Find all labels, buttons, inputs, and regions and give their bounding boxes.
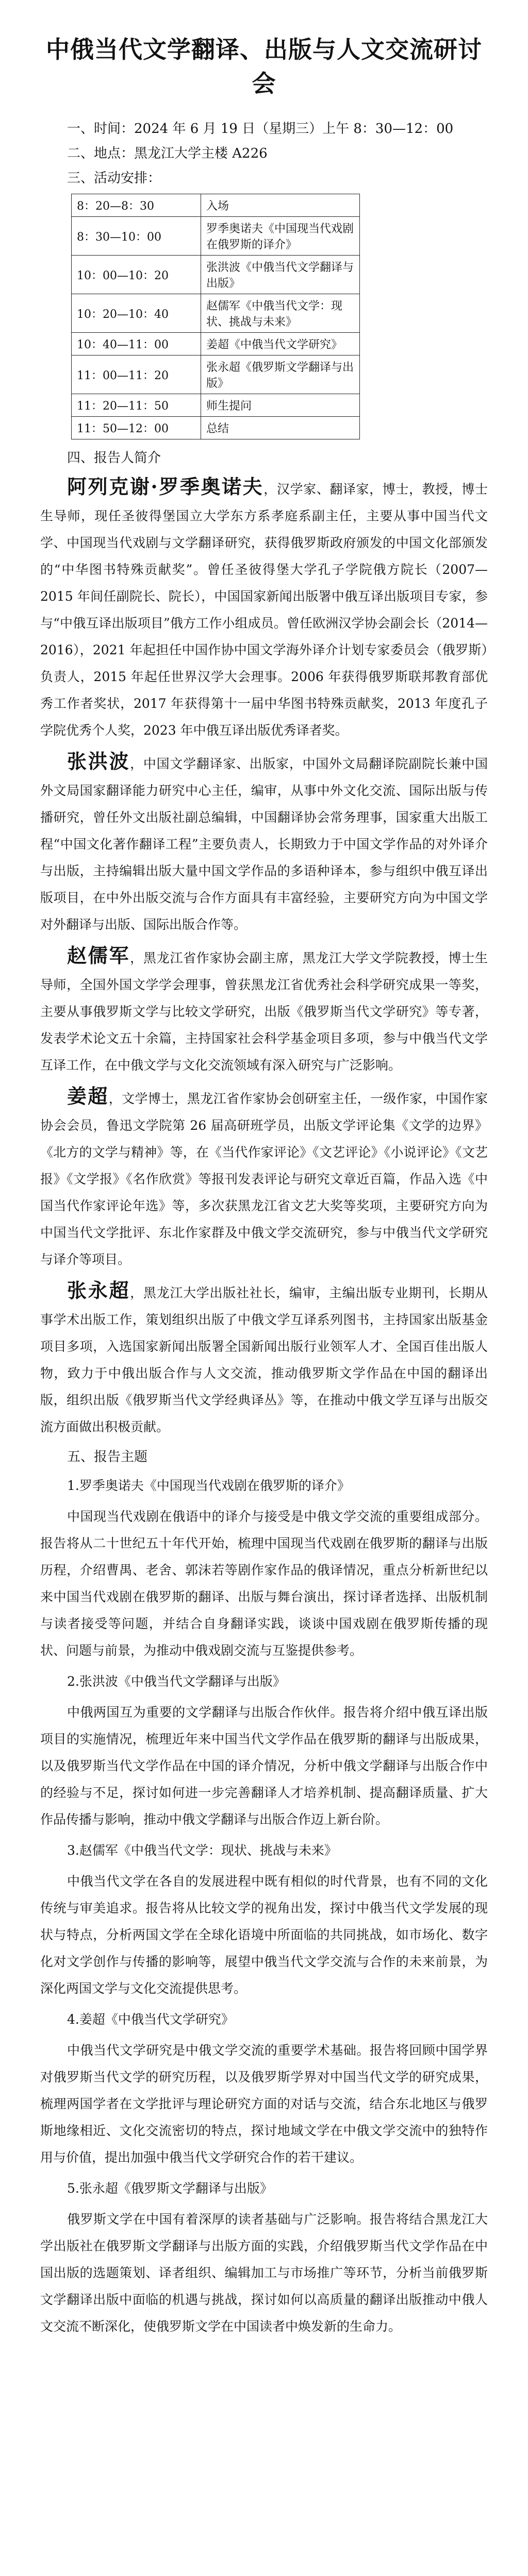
summary-title: 1.罗季奥诺夫《中国现当代戏剧在俄罗斯的译介》 xyxy=(67,1478,350,1493)
speaker-bio-text: ，黑龙江大学出版社社长，编审，主编出版专业期刊，长期从事学术出版工作，策划组织出版了中俄文学互译系列图书，主持国家出版基金项目多项，入选国家新闻出版署全国新闻出版行业领军人才、全国百佳出版人物，致力于中俄出版合作与人文交流，推动俄罗斯文学作品在中国的翻译出版，组织出版《俄罗斯当代文学经典译丛》等，在推动中俄文学互译与出版交流方面做出积极贡献。 xyxy=(40,1285,488,1434)
schedule-item: 张洪波《中俄当代文学翻译与出版》 xyxy=(201,256,360,294)
speaker-name: 赵儒军 xyxy=(67,944,130,967)
schedule-row xyxy=(72,394,360,417)
schedule-row xyxy=(72,417,360,439)
bio-section-heading: 四、报告人简介 xyxy=(67,450,161,466)
schedule-item: 总结 xyxy=(201,417,360,439)
speaker-name: 阿列克谢·罗季奥诺夫 xyxy=(67,475,264,498)
schedule-time: 11：20—11：50 xyxy=(72,394,201,417)
schedule-row xyxy=(72,333,360,355)
bio-paragraph xyxy=(40,473,488,744)
schedule-time: 10：20—10：40 xyxy=(72,294,201,333)
bio-paragraph xyxy=(40,942,488,1079)
schedule-item: 师生提问 xyxy=(201,394,360,417)
bio-paragraph xyxy=(40,1277,488,1440)
schedule-time: 8：20—8：30 xyxy=(72,194,201,217)
speaker-bio-text: ，汉学家、翻译家，博士，教授，博士生导师，现任圣彼得堡国立大学东方系孝庭系副主任，主要从事中国当代文学、中国现当代戏剧与文学翻译研究，获得俄罗斯政府颁发的中国文化部颁发的“中华图书特殊贡献奖”。曾任圣彼得堡大学孔子学院俄方院长（2007—2015 年间任副院长、院长），中国国家新闻出版署中俄互译出版项目专家，参与“中俄互译出版项目”俄方工作小组成员。曾任欧洲汉学协会副会长（2014—2016），2021 年起担任中国作协中国文学海外译介计划专家委员会（俄罗斯）负责人，2015 年起任世界汉学大会理事。2006 年获得俄罗斯联邦教育部优秀工作者奖状，2017 年获得第十一届中华图书特殊贡献奖，2013 年度孔子学院优秀个人奖，2023 年中俄互译出版优秀译者奖。 xyxy=(40,482,488,738)
summary-section-heading: 五、报告主题 xyxy=(67,1449,148,1465)
schedule-row xyxy=(72,194,360,217)
event-venue: 二、地点：黑龙江大学主楼 A226 xyxy=(67,146,268,161)
schedule-row xyxy=(72,355,360,394)
summary-text: 中俄两国互为重要的文学翻译与出版合作伙伴。报告将介绍中俄互译出版项目的实施情况，梳理近年来中国当代文学作品在俄罗斯的翻译与出版成果，以及俄罗斯当代文学作品在中国的译介情况，分析中俄文学翻译与出版合作中的经验与不足，探讨如何进一步完善翻译人才培养机制、提高翻译质量、扩大作品传播与影响，推动中俄文学翻译与出版合作迈上新台阶。 xyxy=(40,1705,488,1827)
summary-title: 2.张洪波《中俄当代文学翻译与出版》 xyxy=(67,1674,286,1689)
agenda-heading: 三、活动安排： xyxy=(67,171,161,186)
schedule-table xyxy=(71,194,360,439)
speaker-bio-text: ，黑龙江省作家协会副主席，黑龙江大学文学院教授，博士生导师，全国外国文学学会理事，曾获黑龙江省优秀社会科学研究成果一等奖，主要从事俄罗斯文学与比较文学研究，出版《俄罗斯当代文学研究》等专著，发表学术论文五十余篇，主持国家社会科学基金项目多项，参与中俄当代文学互译工作，在中俄文学与文化交流领域有深入研究与广泛影响。 xyxy=(40,951,488,1073)
summary-text: 中俄当代文学研究是中俄文学交流的重要学术基础。报告将回顾中国学界对俄罗斯当代文学的研究历程，以及俄罗斯学界对中国当代文学的研究成果，梳理两国学者在文学批评与理论研究方面的对话与交流，结合东北地区与俄罗斯地缘相近、文化交流密切的特点，探讨地域文学在中俄文学交流中的独特作用与价值，提出加强中俄当代文学研究合作的若干建议。 xyxy=(40,2043,488,2165)
summary-title: 5.张永超《俄罗斯文学翻译与出版》 xyxy=(67,2181,273,2196)
schedule-item: 赵儒军《中俄当代文学：现状、挑战与未来》 xyxy=(201,294,360,333)
summary-text: 中俄当代文学在各自的发展进程中既有相似的时代背景，也有不同的文化传统与审美追求。报告将从比较文学的视角出发，探讨中俄当代文学发展的现状与特点，分析两国文学在全球化语境中所面临的共同挑战，如市场化、数字化对文学创作与传播的影响等，展望中俄当代文学交流与合作的未来前景，为深化两国文学与文化交流提供思考。 xyxy=(40,1874,488,1996)
schedule-item: 入场 xyxy=(201,194,360,217)
summary-title: 3.赵儒军《中俄当代文学：现状、挑战与未来》 xyxy=(67,1843,337,1858)
schedule-row xyxy=(72,217,360,256)
speaker-bio-text: ，中国文学翻译家、出版家，中国外文局翻译院副院长兼中国外文局国家翻译能力研究中心主任，编审，从事中外文化交流、国际出版与传播研究，曾任外文出版社副总编辑，中国翻译协会常务理事，国家重大出版工程“中国文化著作翻译工程”主要负责人，长期致力于中国文学作品的对外译介与出版，主持编辑出版大量中国文学作品的多语种译本，参与组织中俄互译出版项目，在中外出版交流与合作方面具有丰富经验，主要研究方向为中国文学对外翻译与出版、国际出版合作等。 xyxy=(40,756,488,932)
summary-title: 4.姜超《中俄当代文学研究》 xyxy=(67,2012,234,2027)
schedule-time: 10：00—10：20 xyxy=(72,256,201,294)
schedule-item: 姜超《中俄当代文学研究》 xyxy=(201,333,360,355)
schedule-time: 11：50—12：00 xyxy=(72,417,201,439)
speaker-bio-text: ，文学博士，黑龙江省作家协会创研室主任，一级作家，中国作家协会会员，鲁迅文学院第 26 届高研班学员，出版文学评论集《文学的边界》《北方的文学与精神》等，在《当代作家评论》《文艺评论》《小说评论》《文艺报》《文学报》《名作欣赏》等报刊发表评论与研究文章近百篇，作品入选《中国当代作家评论年选》等，多次获黑龙江省文艺大奖等奖项，主要研究方向为中国当代文学批评、东北作家群及中俄文学交流研究，参与中俄当代文学研究与译介等项目。 xyxy=(40,1091,488,1267)
event-time: 一、时间：2024 年 6 月 19 日（星期三）上午 8：30—12：00 xyxy=(67,121,454,137)
schedule-time: 8：30—10：00 xyxy=(72,217,201,256)
schedule-time: 11：00—11：20 xyxy=(72,355,201,394)
summary-text: 俄罗斯文学在中国有着深厚的读者基础与广泛影响。报告将结合黑龙江大学出版社在俄罗斯文学翻译与出版方面的实践，介绍俄罗斯当代文学作品在中国出版的选题策划、译者组织、编辑加工与市场推广等环节，分析当前俄罗斯文学翻译出版中面临的机遇与挑战，探讨如何以高质量的翻译出版推动中俄人文交流不断深化，使俄罗斯文学在中国读者中焕发新的生命力。 xyxy=(40,2212,488,2334)
speaker-name: 张永超 xyxy=(67,1279,130,1302)
document-title: 中俄当代文学翻译、出版与人文交流研讨会 xyxy=(46,36,482,97)
schedule-item: 张永超《俄罗斯文学翻译与出版》 xyxy=(201,355,360,394)
bio-paragraph xyxy=(40,1083,488,1273)
bio-paragraph xyxy=(40,748,488,938)
schedule-row xyxy=(72,256,360,294)
schedule-time: 10：40—11：00 xyxy=(72,333,201,355)
summary-text: 中国现当代戏剧在俄语中的译介与接受是中俄文学交流的重要组成部分。报告将从二十世纪五十年代开始，梳理中国现当代戏剧在俄罗斯的翻译与出版历程，介绍曹禺、老舍、郭沫若等剧作家作品的俄译情况，重点分析新世纪以来中国当代戏剧在俄罗斯的翻译、出版与舞台演出，探讨译者选择、出版机制与读者接受等问题，并结合自身翻译实践，谈谈中国戏剧在俄罗斯传播的现状、问题与前景，为推动中俄戏剧交流与互鉴提供参考。 xyxy=(40,1509,488,1658)
speaker-name: 姜超 xyxy=(67,1084,109,1108)
schedule-row xyxy=(72,294,360,333)
schedule-item: 罗季奥诺夫《中国现当代戏剧在俄罗斯的译介》 xyxy=(201,217,360,256)
speaker-name: 张洪波 xyxy=(67,750,130,773)
